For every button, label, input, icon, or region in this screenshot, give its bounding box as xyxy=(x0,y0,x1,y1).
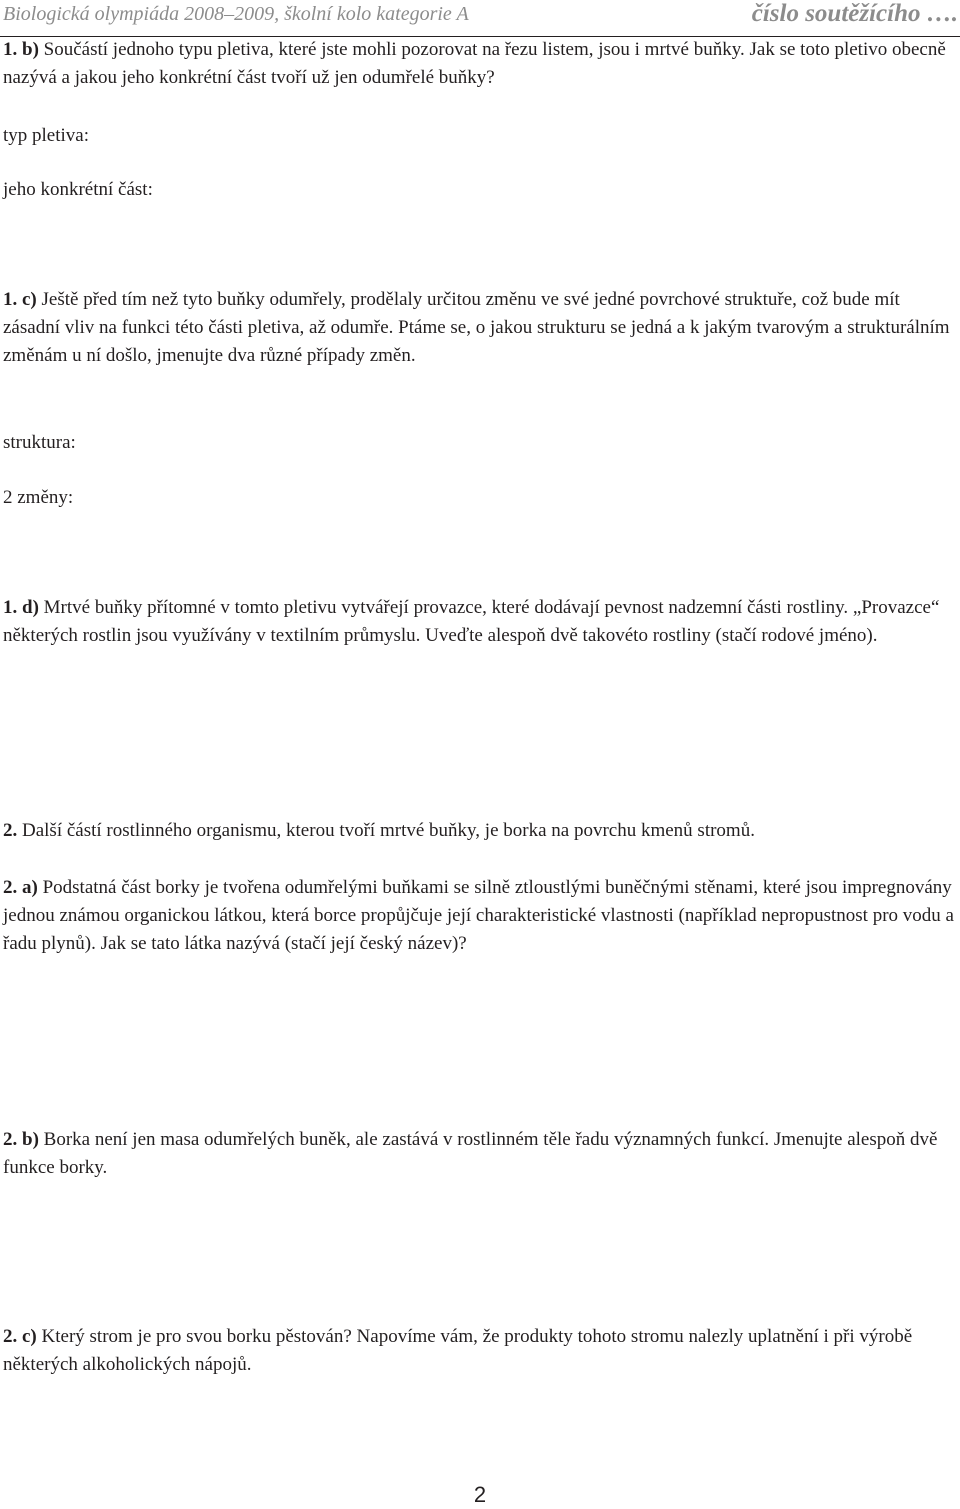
question-number: 1. b) xyxy=(3,39,39,60)
question-number: 2. a) xyxy=(3,877,38,898)
question-1d xyxy=(3,594,958,650)
answer-label-specific-part: jeho konkrétní část: xyxy=(3,179,153,200)
question-number: 1. c) xyxy=(3,289,37,310)
question-text: Mrtvé buňky přítomné v tomto pletivu vytvářejí provazce, které dodávají pevnost nadzemní části rostliny. „Provazce“ některých rostlin jsou využívány v textilním průmyslu. Uveďte alespoň dvě takovéto rostliny (stačí rodové jméno). xyxy=(3,597,940,646)
question-2b xyxy=(3,1126,958,1182)
answer-label-structure: struktura: xyxy=(3,432,76,453)
header-contestant-number: číslo soutěžícího …. xyxy=(751,0,958,27)
question-2a xyxy=(3,874,958,958)
question-text: Podstatná část borky je tvořena odumřelými buňkami se silně ztloustlými buněčnými stěnami, které jsou impregnovány jednou známou organickou látkou, která borce propůjčuje její charakteristické vlastnosti (například nepropustnost pro vodu a řadu plynů). Jak se tato látka nazývá (stačí její český název)? xyxy=(3,877,954,954)
question-text: Který strom je pro svou borku pěstován? Napovíme vám, že produkty tohoto stromu nalezly uplatnění i při výrobě některých alkoholických nápojů. xyxy=(3,1326,913,1375)
question-1b xyxy=(3,36,958,92)
question-text: Borka není jen masa odumřelých buněk, ale zastává v rostlinném těle řadu významných funkcí. Jmenujte alespoň dvě funkce borky. xyxy=(3,1129,938,1178)
question-text: Součástí jednoho typu pletiva, které jste mohli pozorovat na řezu listem, jsou i mrtvé buňky. Jak se toto pletivo obecně nazývá a jakou jeho konkrétní část tvoří už jen odumřelé buňky? xyxy=(3,39,946,88)
answer-label-tissue-type: typ pletiva: xyxy=(3,125,90,146)
question-1c xyxy=(3,286,958,370)
header-competition-title: Biologická olympiáda 2008–2009, školní kolo kategorie A xyxy=(3,3,469,25)
question-2c xyxy=(3,1323,958,1379)
question-number: 2. c) xyxy=(3,1326,37,1347)
question-2 xyxy=(3,817,958,845)
question-number: 2. b) xyxy=(3,1129,39,1150)
page-number: 2 xyxy=(473,1482,487,1507)
question-text: Další částí rostlinného organismu, kterou tvoří mrtvé buňky, je borka na povrchu kmenů stromů. xyxy=(17,820,755,841)
question-text: Ještě před tím než tyto buňky odumřely, prodělaly určitou změnu ve své jedné povrchové struktuře, což bude mít zásadní vliv na funkci této části pletiva, až odumře. Ptáme se, o jakou strukturu se jedná a k jakým tvarovým a strukturálním změnám u ní došlo, jmenujte dva různé případy změn. xyxy=(3,289,950,366)
question-number: 1. d) xyxy=(3,597,39,618)
answer-label-two-changes: 2 změny: xyxy=(3,487,74,508)
page-header xyxy=(0,0,960,37)
question-number: 2. xyxy=(3,820,18,841)
